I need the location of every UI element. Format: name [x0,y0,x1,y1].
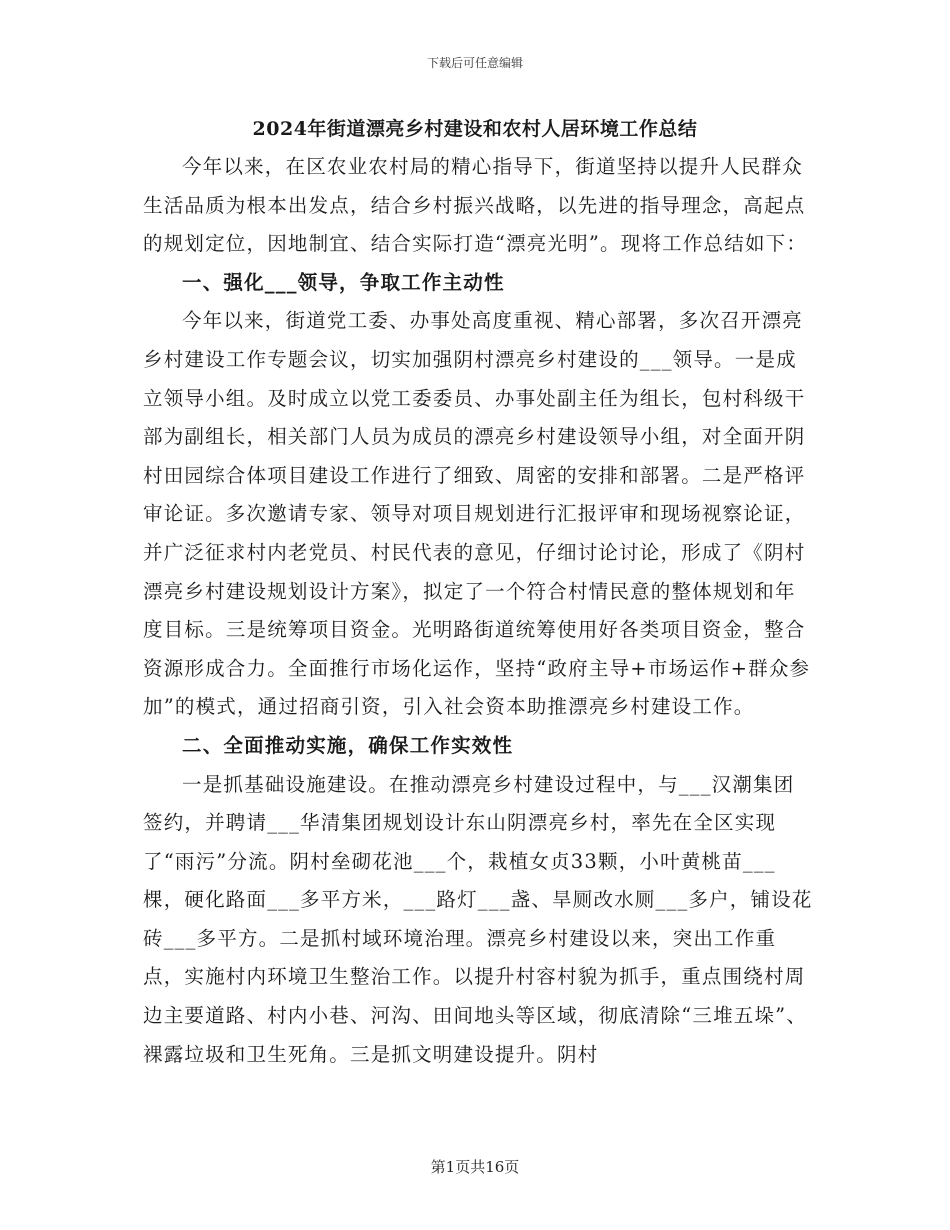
section-heading-1: 一、强化___领导，争取工作主动性 [182,270,505,294]
section-paragraph-2: 一是抓基础设施建设。在推动漂亮乡村建设过程中，与___汉潮集团签约，并聘请___华清集团规划设计东山阴漂亮乡村，率先在全区实现了“雨污”分流。阴村垒砌花池___个，栽植女贞33颗，小叶黄桃苗___棵，硬化路面___多平方米，___路灯___盏、旱厕改水厕___多户，铺设花砖___多平方。二是抓村域环境治理。漂亮乡村建设以来，突出工作重点，实施村内环境卫生整治工作。以提升村容村貌为抓手，重点围绕村周边主要道路、村内小巷、河沟、田间地头等区域，彻底清除“三堆五垛”、裸露垃圾和卫生死角。三是抓文明建设提升。阴村 [143,772,813,1066]
section-paragraph-1: 今年以来，街道党工委、办事处高度重视、精心部署，多次召开漂亮乡村建设工作专题会议，切实加强阴村漂亮乡村建设的___领导。一是成立领导小组。及时成立以党工委委员、办事处副主任为组长，包村科级干部为副组长，相关部门人员为成员的漂亮乡村建设领导小组，对全面开阴村田园综合体项目建设工作进行了细致、周密的安排和部署。二是严格评审论证。多次邀请专家、领导对项目规划进行汇报评审和现场视察论证，并广泛征求村内老党员、村民代表的意见，仔细讨论讨论，形成了《阴村漂亮乡村建设规划设计方案》，拟定了一个符合村情民意的整体规划和年度目标。三是统筹项目资金。光明路街道统筹使用好各类项目资金，整合资源形成合力。全面推行市场化运作，坚持“政府主导+市场运作+群众参加”的模式，通过招商引资，引入社会资本助推漂亮乡村建设工作。 [143,309,811,719]
section-heading-2: 二、全面推动实施，确保工作实效性 [182,733,514,757]
document-body [143,148,815,1074]
header-note: 下载后可任意编辑 [426,56,523,70]
intro-paragraph: 今年以来，在区农业农村局的精心指导下，街道坚持以提升人民群众生活品质为根本出发点，结合乡村振兴战略，以先进的指导理念，高起点的规划定位，因地制宜、结合实际打造“漂亮光明”。现将工作总结如下： [143,155,808,256]
document-title: 2024年街道漂亮乡村建设和农村人居环境工作总结 [252,118,698,140]
page-number-footer: 第1页共16页 [430,1158,520,1176]
